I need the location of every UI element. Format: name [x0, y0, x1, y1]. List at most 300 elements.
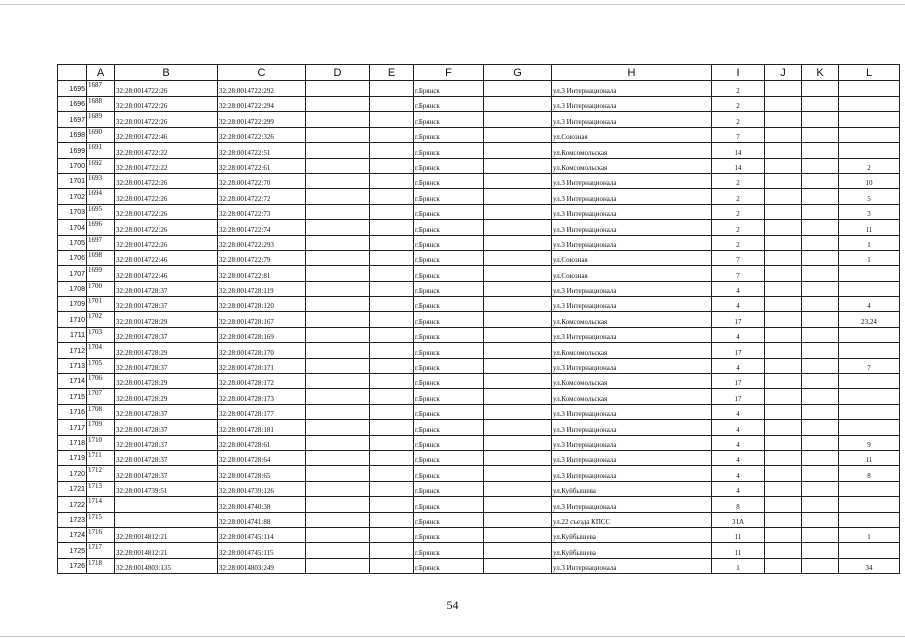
cell-a[interactable]: [87, 297, 115, 312]
cell-e[interactable]: [370, 435, 414, 450]
cell-l[interactable]: 34: [839, 558, 900, 573]
cell-b[interactable]: 32:28:0014728:29: [115, 389, 218, 404]
cell-k[interactable]: [802, 250, 839, 265]
cell-k[interactable]: [802, 558, 839, 573]
row-number[interactable]: 1714: [58, 374, 87, 389]
cell-l[interactable]: 7: [839, 358, 900, 373]
cell-i[interactable]: 31А: [712, 512, 765, 527]
cell-e[interactable]: [370, 466, 414, 481]
row-number[interactable]: 1712: [58, 343, 87, 358]
cell-d[interactable]: [306, 281, 370, 296]
cell-b[interactable]: 32:28:0014722:46: [115, 266, 218, 281]
cell-h[interactable]: ул.3 Интернационала: [552, 81, 712, 97]
cell-k[interactable]: [802, 466, 839, 481]
cell-f[interactable]: г.Брянск: [414, 558, 484, 573]
cell-i[interactable]: 11: [712, 527, 765, 542]
cell-e[interactable]: [370, 143, 414, 158]
cell-g[interactable]: [484, 266, 552, 281]
cell-i[interactable]: 7: [712, 266, 765, 281]
cell-d[interactable]: [306, 389, 370, 404]
cell-h[interactable]: ул.3 Интернационала: [552, 235, 712, 250]
cell-b[interactable]: 32:28:0014812:21: [115, 543, 218, 558]
cell-g[interactable]: [484, 389, 552, 404]
cell-i[interactable]: 2: [712, 173, 765, 188]
cell-b[interactable]: 32:28:0014722:26: [115, 81, 218, 97]
cell-b[interactable]: [115, 497, 218, 512]
row-number[interactable]: 1711: [58, 327, 87, 342]
cell-c[interactable]: 32:28:0014728:172: [218, 374, 306, 389]
cell-g[interactable]: [484, 312, 552, 327]
column-header-b[interactable]: B: [115, 65, 218, 81]
cell-c[interactable]: 32:28:0014722:326: [218, 127, 306, 142]
cell-c[interactable]: 32:28:0014722:61: [218, 158, 306, 173]
cell-h[interactable]: ул.3 Интернационала: [552, 297, 712, 312]
cell-i[interactable]: 4: [712, 481, 765, 496]
cell-i[interactable]: 14: [712, 158, 765, 173]
cell-c[interactable]: 32:28:0014722:51: [218, 143, 306, 158]
column-header-a[interactable]: A: [87, 65, 115, 81]
row-number[interactable]: 1699: [58, 143, 87, 158]
cell-i[interactable]: 2: [712, 189, 765, 204]
cell-b[interactable]: 32:28:0014739:51: [115, 481, 218, 496]
cell-c[interactable]: 32:28:0014728:65: [218, 466, 306, 481]
cell-d[interactable]: [306, 81, 370, 97]
cell-d[interactable]: [306, 343, 370, 358]
cell-b[interactable]: 32:28:0014722:26: [115, 204, 218, 219]
column-header-k[interactable]: K: [802, 65, 839, 81]
cell-k[interactable]: [802, 389, 839, 404]
cell-d[interactable]: [306, 497, 370, 512]
cell-c[interactable]: 32:28:0014722:81: [218, 266, 306, 281]
cell-f[interactable]: г.Брянск: [414, 450, 484, 465]
cell-e[interactable]: [370, 358, 414, 373]
cell-b[interactable]: 32:28:0014728:37: [115, 281, 218, 296]
cell-l[interactable]: [839, 112, 900, 127]
cell-i[interactable]: 4: [712, 281, 765, 296]
cell-d[interactable]: [306, 420, 370, 435]
cell-d[interactable]: [306, 512, 370, 527]
cell-a[interactable]: [87, 173, 115, 188]
cell-f[interactable]: г.Брянск: [414, 158, 484, 173]
row-number[interactable]: 1697: [58, 112, 87, 127]
cell-d[interactable]: [306, 297, 370, 312]
cell-b[interactable]: 32:28:0014722:22: [115, 158, 218, 173]
cell-e[interactable]: [370, 297, 414, 312]
cell-h[interactable]: ул.3 Интернационала: [552, 420, 712, 435]
cell-i[interactable]: 4: [712, 435, 765, 450]
cell-g[interactable]: [484, 97, 552, 112]
cell-e[interactable]: [370, 220, 414, 235]
row-number[interactable]: 1718: [58, 435, 87, 450]
cell-j[interactable]: [765, 327, 802, 342]
cell-e[interactable]: [370, 343, 414, 358]
cell-a[interactable]: [87, 266, 115, 281]
cell-g[interactable]: [484, 173, 552, 188]
cell-h[interactable]: ул.3 Интернационала: [552, 435, 712, 450]
cell-l[interactable]: [839, 512, 900, 527]
cell-c[interactable]: 32:28:0014722:74: [218, 220, 306, 235]
cell-k[interactable]: [802, 327, 839, 342]
cell-g[interactable]: [484, 327, 552, 342]
cell-j[interactable]: [765, 404, 802, 419]
cell-a[interactable]: [87, 481, 115, 496]
cell-h[interactable]: ул.Комсомольская: [552, 158, 712, 173]
cell-i[interactable]: 4: [712, 358, 765, 373]
cell-g[interactable]: [484, 481, 552, 496]
cell-k[interactable]: [802, 527, 839, 542]
cell-d[interactable]: [306, 543, 370, 558]
cell-j[interactable]: [765, 558, 802, 573]
cell-e[interactable]: [370, 173, 414, 188]
row-number[interactable]: 1707: [58, 266, 87, 281]
cell-f[interactable]: г.Брянск: [414, 297, 484, 312]
cell-l[interactable]: [839, 143, 900, 158]
cell-i[interactable]: 11: [712, 543, 765, 558]
cell-h[interactable]: ул.Куйбышева: [552, 527, 712, 542]
cell-j[interactable]: [765, 512, 802, 527]
cell-e[interactable]: [370, 158, 414, 173]
cell-k[interactable]: [802, 97, 839, 112]
cell-i[interactable]: 8: [712, 497, 765, 512]
cell-c[interactable]: 32:28:0014728:169: [218, 327, 306, 342]
cell-i[interactable]: 2: [712, 81, 765, 97]
cell-c[interactable]: 32:28:0014745:114: [218, 527, 306, 542]
cell-h[interactable]: ул.3 Интернационала: [552, 466, 712, 481]
cell-h[interactable]: ул.Союзная: [552, 250, 712, 265]
cell-a[interactable]: [87, 97, 115, 112]
cell-k[interactable]: [802, 404, 839, 419]
cell-k[interactable]: [802, 81, 839, 97]
row-number[interactable]: 1701: [58, 173, 87, 188]
cell-d[interactable]: [306, 250, 370, 265]
cell-c[interactable]: 32:28:0014740:38: [218, 497, 306, 512]
cell-l[interactable]: [839, 81, 900, 97]
cell-l[interactable]: 23,24: [839, 312, 900, 327]
cell-e[interactable]: [370, 97, 414, 112]
cell-l[interactable]: 5: [839, 189, 900, 204]
cell-h[interactable]: ул.3 Интернационала: [552, 281, 712, 296]
cell-i[interactable]: 4: [712, 450, 765, 465]
cell-j[interactable]: [765, 358, 802, 373]
cell-j[interactable]: [765, 281, 802, 296]
cell-g[interactable]: [484, 220, 552, 235]
cell-k[interactable]: [802, 420, 839, 435]
cell-l[interactable]: [839, 374, 900, 389]
cell-b[interactable]: 32:28:0014722:46: [115, 127, 218, 142]
cell-g[interactable]: [484, 420, 552, 435]
cell-j[interactable]: [765, 189, 802, 204]
cell-e[interactable]: [370, 204, 414, 219]
cell-k[interactable]: [802, 481, 839, 496]
cell-d[interactable]: [306, 450, 370, 465]
cell-i[interactable]: 4: [712, 327, 765, 342]
cell-c[interactable]: 32:28:0014728:173: [218, 389, 306, 404]
cell-i[interactable]: 4: [712, 466, 765, 481]
cell-a[interactable]: [87, 389, 115, 404]
cell-a[interactable]: [87, 220, 115, 235]
cell-g[interactable]: [484, 435, 552, 450]
cell-b[interactable]: 32:28:0014728:29: [115, 343, 218, 358]
cell-a[interactable]: [87, 343, 115, 358]
cell-f[interactable]: г.Брянск: [414, 481, 484, 496]
cell-h[interactable]: ул.3 Интернационала: [552, 497, 712, 512]
row-number[interactable]: 1717: [58, 420, 87, 435]
row-number[interactable]: 1704: [58, 220, 87, 235]
cell-f[interactable]: г.Брянск: [414, 404, 484, 419]
cell-c[interactable]: 32:28:0014722:292: [218, 81, 306, 97]
cell-f[interactable]: г.Брянск: [414, 143, 484, 158]
cell-i[interactable]: 2: [712, 204, 765, 219]
cell-d[interactable]: [306, 204, 370, 219]
cell-l[interactable]: [839, 327, 900, 342]
cell-f[interactable]: г.Брянск: [414, 327, 484, 342]
cell-j[interactable]: [765, 466, 802, 481]
row-number[interactable]: 1716: [58, 404, 87, 419]
cell-j[interactable]: [765, 158, 802, 173]
cell-k[interactable]: [802, 143, 839, 158]
row-number[interactable]: 1703: [58, 204, 87, 219]
cell-e[interactable]: [370, 404, 414, 419]
cell-c[interactable]: 32:28:0014728:167: [218, 312, 306, 327]
cell-a[interactable]: [87, 112, 115, 127]
cell-h[interactable]: ул.3 Интернационала: [552, 358, 712, 373]
cell-k[interactable]: [802, 358, 839, 373]
cell-f[interactable]: г.Брянск: [414, 527, 484, 542]
cell-a[interactable]: [87, 189, 115, 204]
cell-b[interactable]: 32:28:0014722:46: [115, 250, 218, 265]
cell-i[interactable]: 2: [712, 235, 765, 250]
cell-d[interactable]: [306, 558, 370, 573]
cell-g[interactable]: [484, 512, 552, 527]
cell-d[interactable]: [306, 374, 370, 389]
cell-k[interactable]: [802, 173, 839, 188]
cell-a[interactable]: [87, 543, 115, 558]
cell-g[interactable]: [484, 358, 552, 373]
cell-a[interactable]: [87, 327, 115, 342]
cell-d[interactable]: [306, 481, 370, 496]
row-number[interactable]: 1702: [58, 189, 87, 204]
cell-j[interactable]: [765, 127, 802, 142]
cell-l[interactable]: [839, 127, 900, 142]
row-number[interactable]: 1715: [58, 389, 87, 404]
cell-d[interactable]: [306, 143, 370, 158]
cell-d[interactable]: [306, 312, 370, 327]
cell-b[interactable]: 32:28:0014728:37: [115, 327, 218, 342]
row-number[interactable]: 1710: [58, 312, 87, 327]
cell-j[interactable]: [765, 420, 802, 435]
row-number[interactable]: 1723: [58, 512, 87, 527]
cell-f[interactable]: г.Брянск: [414, 173, 484, 188]
cell-h[interactable]: ул.3 Интернационала: [552, 97, 712, 112]
cell-b[interactable]: 32:28:0014812:21: [115, 527, 218, 542]
cell-g[interactable]: [484, 158, 552, 173]
cell-b[interactable]: 32:28:0014722:26: [115, 220, 218, 235]
cell-i[interactable]: 4: [712, 404, 765, 419]
cell-k[interactable]: [802, 312, 839, 327]
cell-i[interactable]: 17: [712, 343, 765, 358]
cell-g[interactable]: [484, 343, 552, 358]
cell-l[interactable]: 1: [839, 527, 900, 542]
cell-i[interactable]: 2: [712, 97, 765, 112]
column-header-l[interactable]: L: [839, 65, 900, 81]
cell-g[interactable]: [484, 374, 552, 389]
cell-g[interactable]: [484, 127, 552, 142]
cell-h[interactable]: ул.Куйбышева: [552, 481, 712, 496]
cell-e[interactable]: [370, 558, 414, 573]
cell-b[interactable]: 32:28:0014728:37: [115, 297, 218, 312]
cell-l[interactable]: [839, 343, 900, 358]
cell-i[interactable]: 17: [712, 389, 765, 404]
cell-a[interactable]: [87, 435, 115, 450]
cell-a[interactable]: [87, 404, 115, 419]
cell-c[interactable]: 32:28:0014722:294: [218, 97, 306, 112]
cell-f[interactable]: г.Брянск: [414, 435, 484, 450]
cell-i[interactable]: 2: [712, 112, 765, 127]
cell-f[interactable]: г.Брянск: [414, 281, 484, 296]
cell-d[interactable]: [306, 158, 370, 173]
column-header-d[interactable]: D: [306, 65, 370, 81]
cell-a[interactable]: [87, 512, 115, 527]
cell-c[interactable]: 32:28:0014728:177: [218, 404, 306, 419]
cell-f[interactable]: г.Брянск: [414, 312, 484, 327]
cell-f[interactable]: г.Брянск: [414, 466, 484, 481]
row-number[interactable]: 1724: [58, 527, 87, 542]
cell-f[interactable]: г.Брянск: [414, 81, 484, 97]
cell-i[interactable]: 1: [712, 558, 765, 573]
cell-f[interactable]: г.Брянск: [414, 420, 484, 435]
cell-h[interactable]: ул.Комсомольская: [552, 374, 712, 389]
cell-a[interactable]: [87, 527, 115, 542]
cell-b[interactable]: 32:28:0014728:37: [115, 466, 218, 481]
cell-j[interactable]: [765, 389, 802, 404]
cell-b[interactable]: 32:28:0014722:22: [115, 143, 218, 158]
cell-k[interactable]: [802, 450, 839, 465]
cell-f[interactable]: г.Брянск: [414, 250, 484, 265]
cell-f[interactable]: г.Брянск: [414, 189, 484, 204]
row-number[interactable]: 1696: [58, 97, 87, 112]
cell-g[interactable]: [484, 189, 552, 204]
cell-j[interactable]: [765, 173, 802, 188]
cell-h[interactable]: ул.3 Интернационала: [552, 173, 712, 188]
cell-b[interactable]: 32:28:0014728:37: [115, 435, 218, 450]
row-number[interactable]: 1698: [58, 127, 87, 142]
cell-j[interactable]: [765, 112, 802, 127]
cell-j[interactable]: [765, 435, 802, 450]
cell-j[interactable]: [765, 97, 802, 112]
cell-c[interactable]: 32:28:0014745:115: [218, 543, 306, 558]
cell-c[interactable]: 32:28:0014728:64: [218, 450, 306, 465]
cell-k[interactable]: [802, 235, 839, 250]
cell-l[interactable]: 1: [839, 250, 900, 265]
cell-g[interactable]: [484, 204, 552, 219]
cell-b[interactable]: 32:28:0014728:29: [115, 374, 218, 389]
cell-e[interactable]: [370, 127, 414, 142]
cell-c[interactable]: 32:28:0014728:120: [218, 297, 306, 312]
cell-l[interactable]: 10: [839, 173, 900, 188]
cell-d[interactable]: [306, 235, 370, 250]
cell-f[interactable]: г.Брянск: [414, 97, 484, 112]
cell-g[interactable]: [484, 281, 552, 296]
cell-g[interactable]: [484, 81, 552, 97]
cell-f[interactable]: г.Брянск: [414, 374, 484, 389]
cell-a[interactable]: [87, 420, 115, 435]
cell-d[interactable]: [306, 97, 370, 112]
cell-l[interactable]: [839, 404, 900, 419]
cell-c[interactable]: 32:28:0014722:299: [218, 112, 306, 127]
cell-l[interactable]: 8: [839, 466, 900, 481]
row-number[interactable]: 1700: [58, 158, 87, 173]
cell-g[interactable]: [484, 558, 552, 573]
cell-a[interactable]: [87, 281, 115, 296]
cell-l[interactable]: 1: [839, 235, 900, 250]
cell-l[interactable]: [839, 497, 900, 512]
cell-l[interactable]: 3: [839, 204, 900, 219]
cell-k[interactable]: [802, 343, 839, 358]
cell-h[interactable]: ул.Комсомольская: [552, 312, 712, 327]
cell-h[interactable]: ул.Комсомольская: [552, 343, 712, 358]
cell-j[interactable]: [765, 527, 802, 542]
cell-d[interactable]: [306, 358, 370, 373]
cell-a[interactable]: [87, 450, 115, 465]
cell-d[interactable]: [306, 112, 370, 127]
cell-a[interactable]: [87, 204, 115, 219]
cell-h[interactable]: ул.Куйбышева: [552, 543, 712, 558]
cell-h[interactable]: ул.3 Интернационала: [552, 327, 712, 342]
row-number[interactable]: 1719: [58, 450, 87, 465]
row-number[interactable]: 1708: [58, 281, 87, 296]
cell-f[interactable]: г.Брянск: [414, 497, 484, 512]
cell-j[interactable]: [765, 204, 802, 219]
cell-b[interactable]: 32:28:0014722:26: [115, 189, 218, 204]
cell-c[interactable]: 32:28:0014728:61: [218, 435, 306, 450]
cell-e[interactable]: [370, 527, 414, 542]
cell-c[interactable]: 32:28:0014722:293: [218, 235, 306, 250]
column-header-f[interactable]: F: [414, 65, 484, 81]
cell-h[interactable]: ул.3 Интернационала: [552, 450, 712, 465]
cell-b[interactable]: 32:28:0014728:37: [115, 358, 218, 373]
cell-a[interactable]: [87, 127, 115, 142]
column-header-i[interactable]: I: [712, 65, 765, 81]
cell-l[interactable]: [839, 389, 900, 404]
cell-c[interactable]: 32:28:0014728:171: [218, 358, 306, 373]
cell-g[interactable]: [484, 497, 552, 512]
cell-e[interactable]: [370, 327, 414, 342]
cell-b[interactable]: 32:28:0014728:37: [115, 404, 218, 419]
cell-b[interactable]: 32:28:0014728:29: [115, 312, 218, 327]
cell-i[interactable]: 14: [712, 143, 765, 158]
cell-k[interactable]: [802, 374, 839, 389]
cell-l[interactable]: 2: [839, 158, 900, 173]
cell-f[interactable]: г.Брянск: [414, 220, 484, 235]
cell-a[interactable]: [87, 143, 115, 158]
cell-h[interactable]: ул.3 Интернационала: [552, 404, 712, 419]
cell-g[interactable]: [484, 404, 552, 419]
cell-j[interactable]: [765, 250, 802, 265]
row-number[interactable]: 1705: [58, 235, 87, 250]
cell-f[interactable]: г.Брянск: [414, 343, 484, 358]
cell-a[interactable]: [87, 158, 115, 173]
cell-c[interactable]: 32:28:0014728:170: [218, 343, 306, 358]
cell-e[interactable]: [370, 266, 414, 281]
cell-d[interactable]: [306, 220, 370, 235]
cell-l[interactable]: 11: [839, 450, 900, 465]
cell-e[interactable]: [370, 281, 414, 296]
cell-g[interactable]: [484, 143, 552, 158]
cell-h[interactable]: ул.22 съезда КПСС: [552, 512, 712, 527]
cell-k[interactable]: [802, 112, 839, 127]
cell-h[interactable]: ул.3 Интернационала: [552, 204, 712, 219]
cell-a[interactable]: [87, 374, 115, 389]
